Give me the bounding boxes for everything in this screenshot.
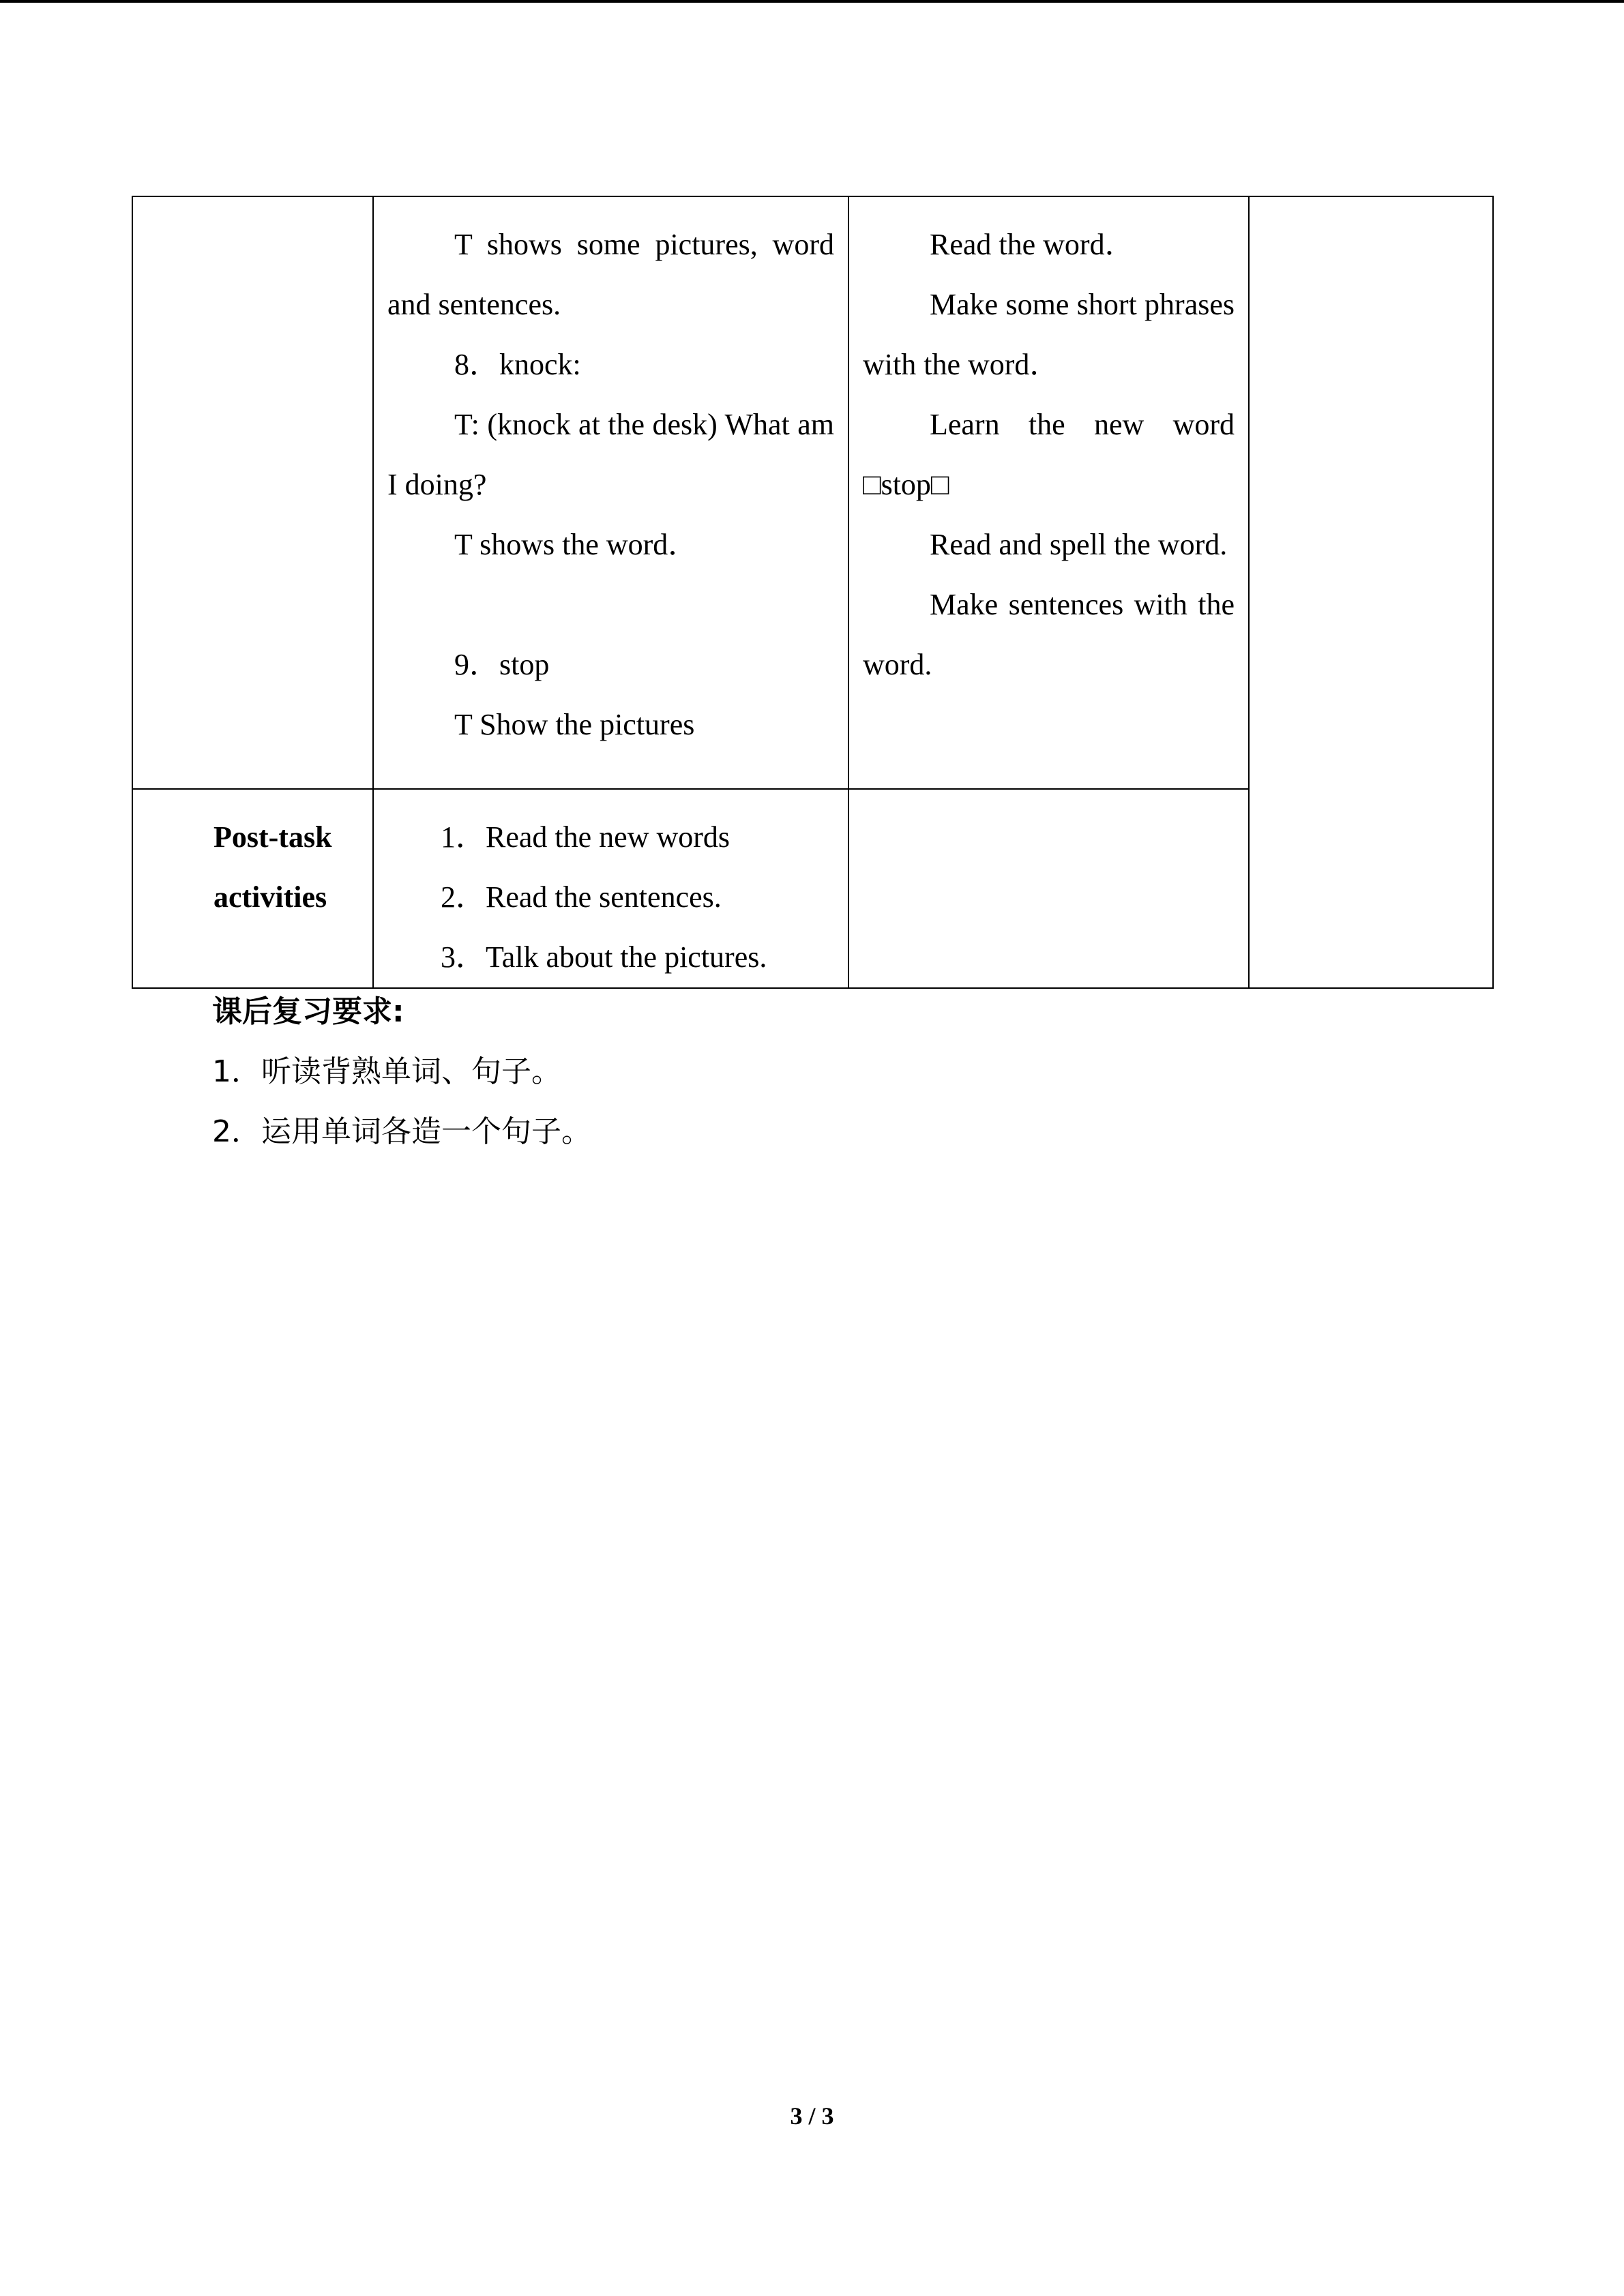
teacher-step: 2．Read the sentences. [441,880,722,914]
review-item: 2．运用单词各造一个句子。 [212,1114,591,1149]
lesson-plan-table [132,196,1494,989]
student-activity-cell [848,196,1249,789]
stage-label [133,197,372,215]
teacher-step: T Show the pictures [454,708,695,741]
teacher-step: 9．stop [454,648,550,681]
teacher-activity-cell [373,789,848,988]
teacher-step: T: (knock at the desk) What am I doing? [387,408,834,501]
spacer [387,575,834,635]
student-activity-cell [848,789,1249,988]
teacher-step: T shows some pictures, word and sentences. [387,228,834,321]
student-step: Make sentences with the word. [863,588,1235,681]
review-title: 课后复习要求: [212,994,404,1029]
teacher-step: 1．Read the new words [441,820,730,854]
table-row [132,196,1493,789]
review-item: 1．听读背熟单词、句子。 [212,1054,561,1089]
stage-cell [132,196,373,789]
teacher-step: 3．Talk about the pictures. [441,940,767,974]
student-step: Make some short phrases with the word． [863,288,1235,381]
page-number: 3 / 3 [790,2102,834,2130]
stage-cell [132,789,373,988]
stage-label: Post-task activities [213,820,332,914]
student-step: Learn the new word □stop□ [863,408,1235,501]
page-top-border [0,0,1624,3]
student-step: Read and spell the word. [930,528,1228,561]
teacher-activity-cell [373,196,848,789]
purpose-cell [1249,196,1493,988]
review-requirements [212,982,591,1162]
teacher-step: 8．knock: [454,348,581,381]
teacher-step: T shows the word． [454,528,698,561]
student-step: Read the word． [930,228,1135,261]
